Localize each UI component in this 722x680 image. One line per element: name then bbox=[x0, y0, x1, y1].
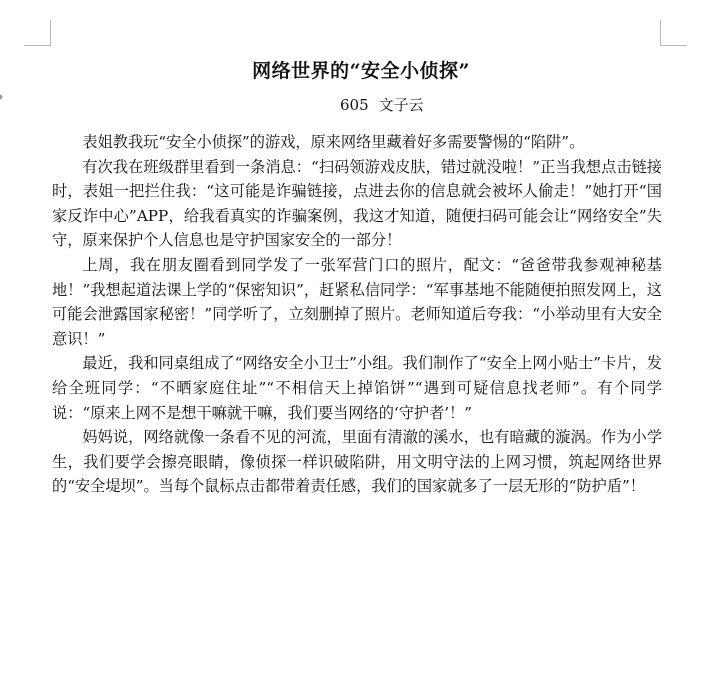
paragraph: 有次我在班级群里看到一条消息：“扫码领游戏皮肤，错过就没啦！”正当我想点击链接时，表姐一把拦住我：“这可能是诈骗链接，点进去你的信息就会被坏人偷走！”她打开“国家反诈中心”APP，给我看真实的诈骗案例，我这才知道，随便扫码可能会让“网络安全”失守，原来保护个人信息也是守护国家安全的一部分！ bbox=[52, 157, 662, 250]
corner-crop-mark-top-left bbox=[24, 20, 51, 46]
paragraph: 妈妈说，网络就像一条看不见的河流，里面有清澈的溪水，也有暗藏的漩涡。作为小学生，我们要学会擦亮眼睛，像侦探一样识破陷阱，用文明守法的上网习惯，筑起网络世界的“安全堤坝”。当每个鼠标点击都带着责任感，我们的国家就多了一层无形的“防护盾”！ bbox=[52, 428, 662, 496]
document-body bbox=[52, 130, 662, 499]
author-name: 文子云 bbox=[378, 96, 424, 114]
document-title: 网络世界的“安全小侦探” bbox=[252, 60, 470, 82]
paragraph: 上周，我在朋友圈看到同学发了一张军营门口的照片，配文：“爸爸带我参观神秘基地！”我想起道法课上学的“保密知识”，赶紧私信同学：“军事基地不能随便拍照发网上，这可能会泄露国家秘密！”同学听了，立刻删掉了照片。老师知道后夸我：“小举动里有大安全意识！” bbox=[52, 255, 662, 348]
author-class: 605 bbox=[340, 96, 369, 114]
margin-marker-icon bbox=[0, 94, 3, 100]
paragraph: 最近，我和同桌组成了“网络安全小卫士”小组。我们制作了“安全上网小贴士”卡片，发给全班同学：“不晒家庭住址”“不相信天上掉馅饼”“遇到可疑信息找老师”。有个同学说：“原来上网不是想干嘛就干嘛，我们要当网络的‘守护者’！” bbox=[52, 354, 662, 422]
corner-crop-mark-top-right bbox=[660, 20, 687, 46]
author-byline bbox=[340, 94, 424, 115]
paragraph: 表姐教我玩“安全小侦探”的游戏，原来网络里藏着好多需要警惕的“陷阱”。 bbox=[82, 133, 585, 151]
